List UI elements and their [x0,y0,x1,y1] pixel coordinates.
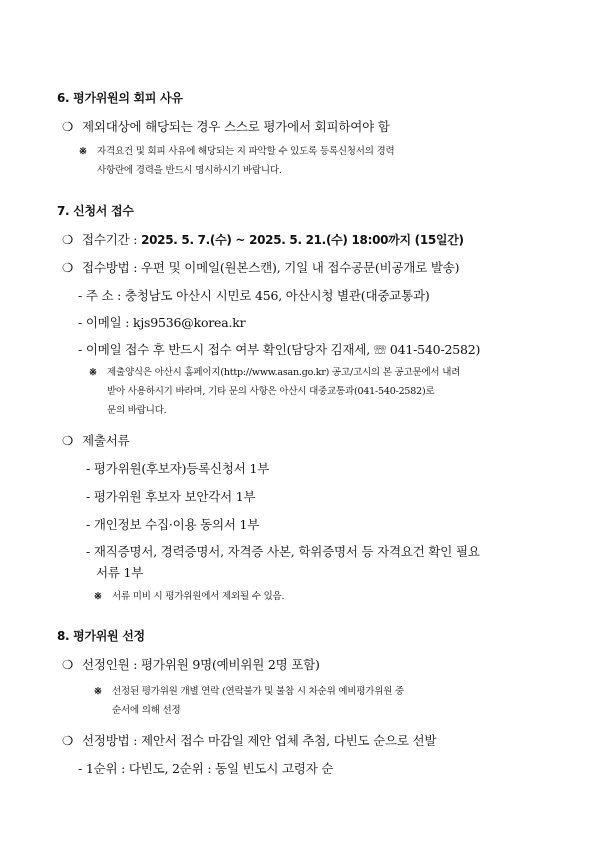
doc-list-item [86,487,255,505]
dash-icon: - [78,288,83,303]
doc-text: 재직증명서, 경력증명서, 자격증 사본, 학위증명서 등 자격요건 확인 필요 [93,544,480,559]
circle-bullet-icon: ❍ [62,119,74,134]
s7-docs-note [94,587,284,606]
s8-note-line-2: 순서에 의해 선정 [112,705,181,716]
s7-method-item [62,258,459,276]
doc-text: 평가위원 후보자 보안각서 1부 [93,489,256,504]
doc-list-item [86,459,269,477]
s7-note-line-2: 받아 사용하시기 바라며, 기타 문의 사항은 아산시 대중교통과(041-540-2582)로 [107,386,435,397]
doc-list-item [86,515,259,533]
dash-icon: - [78,315,83,330]
docs-note-text: 서류 미비 시 평가위원에서 제외될 수 있음. [112,591,285,602]
doc-list-item-cont: 서류 1부 [96,565,144,580]
s6-note-line-1: 자격요건 및 회피 사유에 해당되는 지 파악할 수 있도록 등록신청서의 경력 [97,146,395,157]
period-label: 접수기간 : [82,232,142,247]
circle-bullet-icon: ❍ [62,260,74,275]
confirm-text: 이메일 접수 후 반드시 접수 여부 확인(담당자 김재세, ☏ 041-540-2582) [85,342,481,357]
circle-bullet-icon: ❍ [62,733,74,748]
s7-note [89,363,460,382]
s6-note-line-2: 사항란에 경력을 반드시 명시하시기 바랍니다. [97,165,282,176]
circle-bullet-icon: ❍ [62,232,74,247]
dash-icon: - [78,761,83,776]
s7-note-line-3: 문의 바랍니다. [107,405,167,416]
circle-bullet-icon: ❍ [62,657,74,672]
doc-list-item [86,542,480,560]
dash-icon: - [86,489,91,504]
address-text: 주 소 : 충청남도 아산시 시민로 456, 아산시청 별관(대중교통과) [85,288,430,303]
email-text: 이메일 : kjs9536@korea.kr [85,315,246,330]
dash-icon: - [86,544,91,559]
s7-email-item [78,313,245,331]
method-text: 접수방법 : 우편 및 이메일(원본스캔), 기일 내 접수공문(비공개로 발송) [82,260,460,275]
s8-count-item [62,655,320,673]
s7-period-item [62,230,464,248]
docs-title: 제출서류 [82,433,130,448]
s7-address-item [78,286,430,304]
dash-icon: - [78,342,83,357]
section-6-title: 6. 평가위원의 회피 사유 [57,91,183,105]
selection-method-text: 선정방법 : 제안서 접수 마감일 제안 업체 추첨, 다빈도 순으로 선발 [82,733,437,748]
s7-confirm-item [78,340,480,358]
doc-text: 개인정보 수집·이용 동의서 1부 [93,517,260,532]
note-mark-icon: ※ [94,686,102,697]
dash-icon: - [86,517,91,532]
count-text: 선정인원 : 평가위원 9명(예비위원 2명 포함) [82,657,320,672]
s6-bullet-item [62,117,390,135]
section-8-title: 8. 평가위원 선정 [57,629,145,643]
note-mark-icon: ※ [94,591,102,602]
rank-text: 1순위 : 다빈도, 2순위 : 동일 빈도시 고령자 순 [85,761,334,776]
s8-method-item [62,731,436,749]
period-value: 2025. 5. 7.(수) ~ 2025. 5. 21.(수) 18:00까지 (15일간) [141,233,464,247]
section-7-title: 7. 신청서 접수 [57,204,134,218]
note-mark-icon: ※ [79,146,87,157]
doc-text: 평가위원(후보자)등록신청서 1부 [93,461,270,476]
dash-icon: - [86,461,91,476]
s8-rank-item [78,759,333,777]
s7-docs-item [62,431,130,449]
s6-note [79,142,395,161]
s8-note-line-1: 선정된 평가위원 개별 연락 (연락불가 및 불참 시 차순위 예비평가위원 중 [112,686,405,697]
s7-note-line-1: 제출양식은 아산시 홈페이지(http://www.asan.go.kr) 공고/고시의 본 공고문에서 내려 [107,367,461,378]
s6-bullet-text: 제외대상에 해당되는 경우 스스로 평가에서 회피하여야 함 [82,119,390,134]
note-mark-icon: ※ [89,367,97,378]
circle-bullet-icon: ❍ [62,433,74,448]
s8-note [94,682,404,701]
